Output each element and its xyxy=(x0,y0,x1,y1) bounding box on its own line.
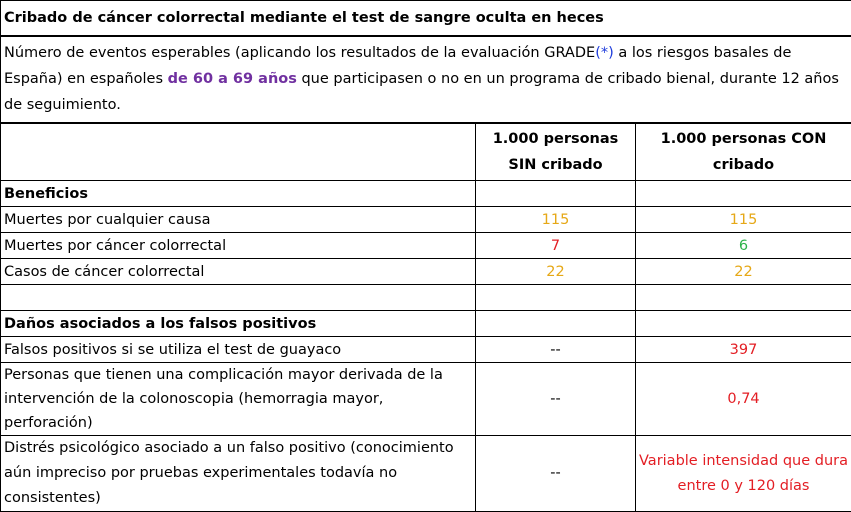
row-label: Personas que tienen una complicación mayor derivada de la intervención de la colonoscopia (hemorragia mayor, perforación) xyxy=(1,363,476,436)
intro-text xyxy=(1,36,851,123)
header-without-screening: 1.000 personas SIN cribado xyxy=(476,123,636,181)
row-label: Falsos positivos si se utiliza el test de guayaco xyxy=(1,337,476,363)
table-row xyxy=(1,207,851,233)
table-row xyxy=(1,233,851,259)
benefits-heading: Beneficios xyxy=(1,181,476,207)
intro-part-2: a los riesgos basales de España) en españoles xyxy=(4,45,791,87)
value-without: 7 xyxy=(476,233,636,259)
value-with: 6 xyxy=(636,233,851,259)
value-with: 0,74 xyxy=(636,363,851,436)
empty-cell xyxy=(636,285,851,311)
table-row xyxy=(1,337,851,363)
empty-cell xyxy=(476,285,636,311)
row-label: Muertes por cualquier causa xyxy=(1,207,476,233)
value-with: Variable intensidad que dura entre 0 y 120 días xyxy=(636,436,851,512)
intro-row xyxy=(1,36,851,123)
value-with: 397 xyxy=(636,337,851,363)
value-without: -- xyxy=(476,436,636,512)
empty-cell xyxy=(476,181,636,207)
spacer-row xyxy=(1,285,851,311)
empty-cell xyxy=(1,285,476,311)
table-row xyxy=(1,436,851,512)
benefits-heading-row xyxy=(1,181,851,207)
row-label: Distrés psicológico asociado a un falso positivo (conocimiento aún impreciso por pruebas experimentales todavía no consistentes) xyxy=(1,436,476,512)
value-with: 22 xyxy=(636,259,851,285)
value-without: 115 xyxy=(476,207,636,233)
table-row xyxy=(1,259,851,285)
table-row xyxy=(1,363,851,436)
header-with-screening: 1.000 personas CON cribado xyxy=(636,123,851,181)
value-with: 115 xyxy=(636,207,851,233)
intro-part-3: que participasen o no en un programa de cribado bienal, durante 12 años de seguimiento. xyxy=(4,71,839,113)
grade-footnote-link[interactable]: (*) xyxy=(595,45,614,61)
title-row xyxy=(1,1,851,37)
harms-heading: Daños asociados a los falsos positivos xyxy=(1,311,476,337)
harms-heading-row xyxy=(1,311,851,337)
empty-cell xyxy=(636,181,851,207)
intro-part-1: Número de eventos esperables (aplicando los resultados de la evaluación GRADE xyxy=(4,45,595,61)
table-title: Cribado de cáncer colorrectal mediante el test de sangre oculta en heces xyxy=(1,1,851,37)
value-without: -- xyxy=(476,337,636,363)
row-label: Muertes por cáncer colorrectal xyxy=(1,233,476,259)
age-range: de 60 a 69 años xyxy=(168,71,297,87)
empty-cell xyxy=(476,311,636,337)
value-without: 22 xyxy=(476,259,636,285)
header-empty-cell xyxy=(1,123,476,181)
value-without: -- xyxy=(476,363,636,436)
empty-cell xyxy=(636,311,851,337)
column-header-row xyxy=(1,123,851,181)
row-label: Casos de cáncer colorrectal xyxy=(1,259,476,285)
